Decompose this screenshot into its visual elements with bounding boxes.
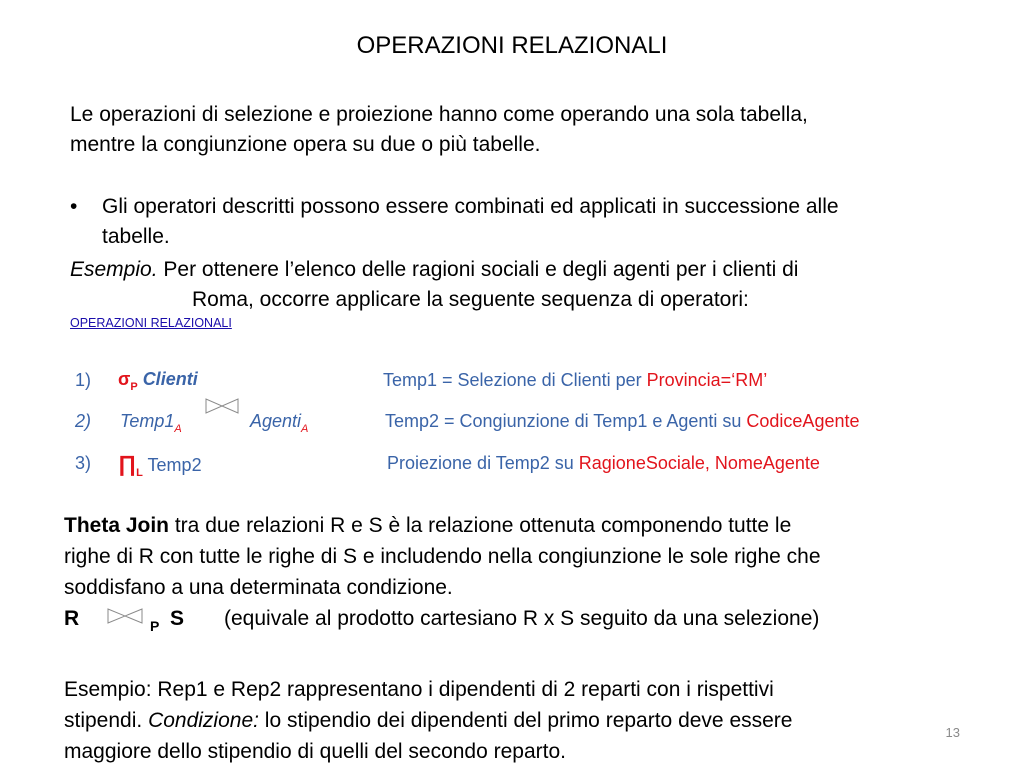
step-1-description (383, 370, 767, 391)
step-1-expression (118, 369, 198, 393)
step-2-desc-text: Temp2 = Congiunzione di Temp1 e Agenti su (385, 411, 747, 431)
theta-def-line-2: righe di R con tutte le righe di S e includendo nella congiunzione le sole righe che (64, 545, 821, 568)
temp1-subscript: A (174, 423, 182, 435)
intro-line-1: Le operazioni di selezione e proiezione hanno come operando una sola tabella, (70, 103, 808, 126)
temp1-label: Temp1 (120, 411, 175, 431)
step-3-number: 3) (75, 453, 92, 473)
example-label: Esempio. (70, 258, 158, 281)
theta-join-section (64, 510, 994, 767)
step-2-left-operand (120, 411, 182, 435)
agenti-subscript: A (301, 423, 309, 435)
step-3-expression (118, 451, 202, 479)
sigma-symbol: σ (118, 369, 131, 389)
step-1-desc-text: Temp1 = Selezione di Clienti per (383, 370, 647, 390)
page-number: 13 (945, 725, 960, 740)
sigma-subscript: P (130, 381, 138, 393)
agenti-label: Agenti (250, 411, 302, 431)
bullet-line-1: Gli operatori descritti possono essere combinati ed applicati in successione alle (102, 195, 839, 218)
intro-paragraph (70, 100, 990, 160)
bullet-item (70, 192, 1010, 252)
theta-example-line-2b: lo stipendio dei dipendenti del primo reparto deve essere (258, 709, 793, 732)
theta-example-line-2a: stipendi. (64, 709, 149, 732)
example-paragraph (70, 255, 798, 285)
step-2-description (385, 411, 860, 432)
pi-symbol: ∏ (118, 451, 137, 476)
theta-example-line-1: Esempio: Rep1 e Rep2 rappresentano i dipendenti di 2 reparti con i rispettivi (64, 678, 774, 701)
example-line-1: Per ottenere l’elenco delle ragioni sociali e degli agenti per i clienti di (157, 258, 799, 281)
step-1-desc-red: Provincia=‘RM’ (646, 370, 768, 390)
theta-join-term: Theta Join (64, 514, 170, 537)
step-3-operand: Temp2 (147, 455, 202, 475)
theta-join-icon (107, 608, 143, 624)
intro-line-2: mentre la congiunzione opera su due o più tabelle. (70, 133, 541, 156)
step-3-desc-red: RagioneSociale, NomeAgente (578, 453, 820, 473)
formula-subscript: P (150, 618, 160, 634)
formula-r: R (64, 607, 80, 630)
example-line-2: Roma, occorre applicare la seguente sequenza di operatori: (192, 288, 749, 311)
bullet-dot: • (70, 195, 78, 218)
theta-formula (64, 603, 994, 634)
theta-def-line-3: soddisfano a una determinata condizione. (64, 576, 453, 599)
slide-title: OPERAZIONI RELAZIONALI (356, 32, 668, 59)
formula-note: (equivale al prodotto cartesiano R x S seguito da una selezione) (224, 607, 820, 630)
step-3-desc-text: Proiezione di Temp2 su (387, 453, 579, 473)
step-2-number: 2) (75, 411, 92, 431)
join-icon (205, 398, 239, 414)
theta-example-line-3: maggiore dello stipendio di quelli del secondo reparto. (64, 740, 566, 763)
theta-def-line-1: tra due relazioni R e S è la relazione ottenuta componendo tutte le (169, 514, 792, 537)
step-2-desc-red: CodiceAgente (746, 411, 860, 431)
step-1-operand: Clienti (142, 369, 198, 389)
step-3-description (387, 453, 820, 474)
bullet-text (70, 192, 1010, 252)
pi-subscript: L (136, 467, 143, 479)
slide-link[interactable]: OPERAZIONI RELAZIONALI (70, 316, 232, 330)
formula-s: S (170, 607, 185, 630)
step-2-right-operand (250, 411, 308, 435)
theta-condition-label: Condizione: (148, 709, 259, 732)
bullet-line-2: tabelle. (102, 225, 170, 248)
step-1-number: 1) (75, 370, 92, 390)
